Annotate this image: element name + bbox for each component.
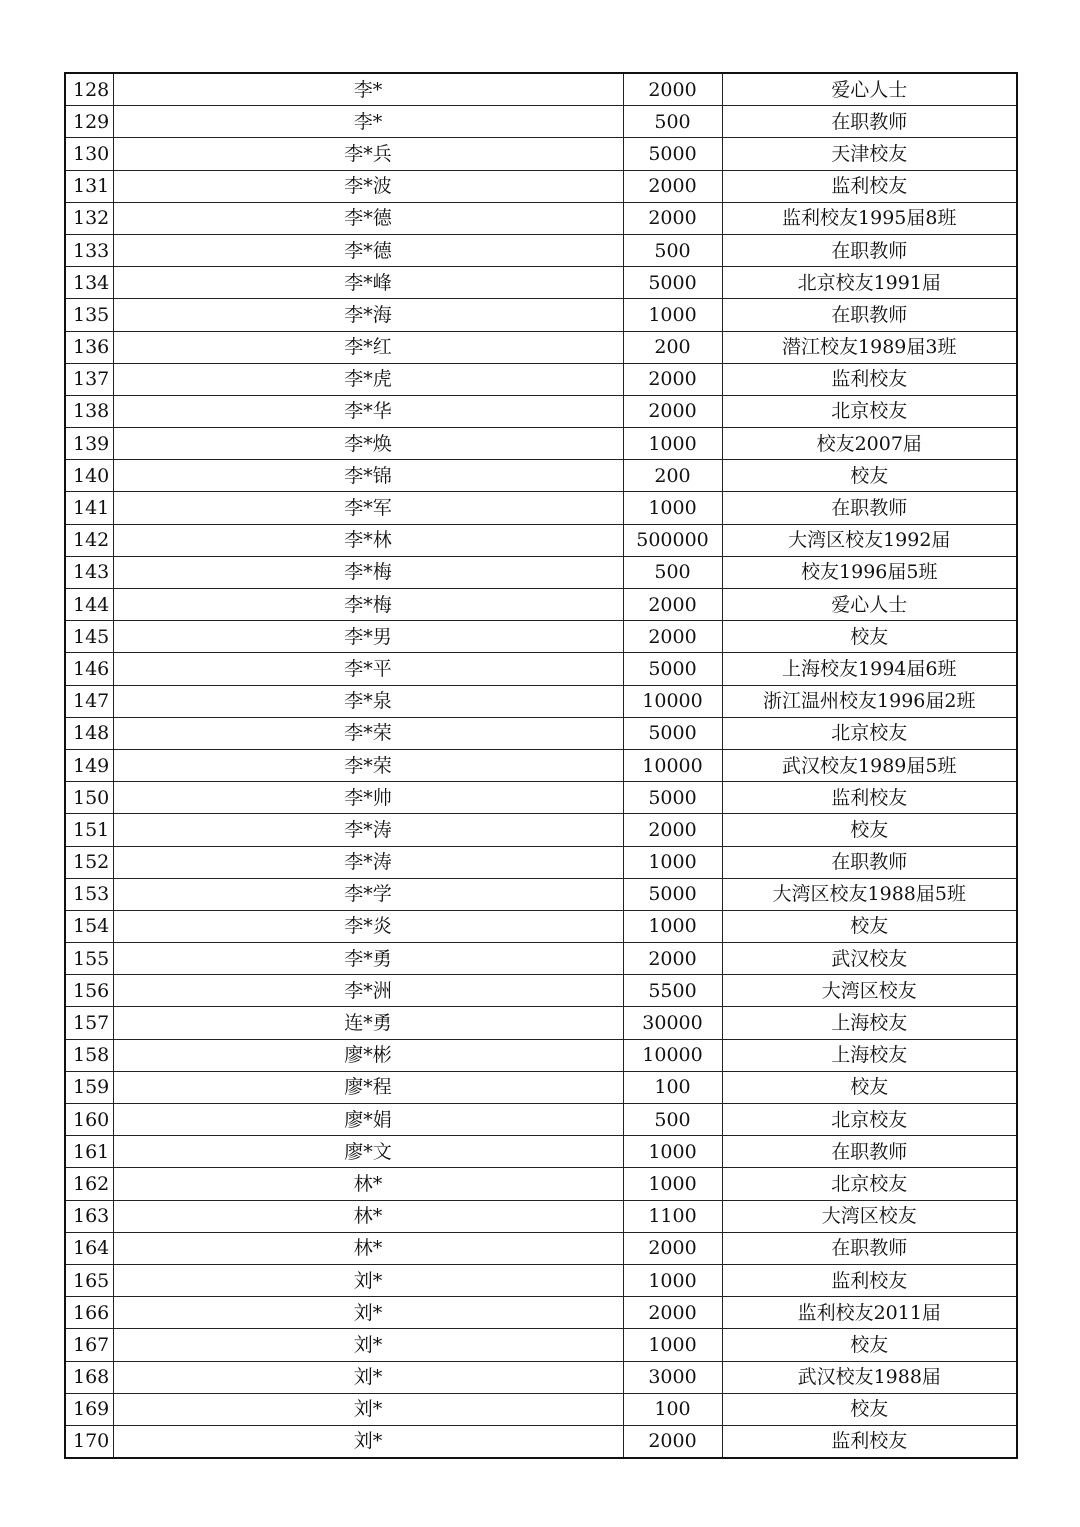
- donation-amount-cell: 1000: [623, 428, 722, 460]
- table-row: [65, 299, 1017, 331]
- donor-note-cell: 在职教师: [722, 106, 1017, 138]
- table-row: [65, 267, 1017, 299]
- donor-note-cell: 大湾区校友1988届5班: [722, 878, 1017, 910]
- table-row: [65, 1264, 1017, 1296]
- donor-note-cell: 监利校友: [722, 1425, 1017, 1458]
- table-row: [65, 170, 1017, 202]
- table-row: [65, 1232, 1017, 1264]
- donation-amount-cell: 5500: [623, 975, 722, 1007]
- donation-amount-cell: 5000: [623, 717, 722, 749]
- donation-amount-cell: 1000: [623, 910, 722, 942]
- donation-amount-cell: 500: [623, 1104, 722, 1136]
- table-row: [65, 975, 1017, 1007]
- row-number-cell: 135: [65, 299, 113, 331]
- donation-amount-cell: 2000: [623, 202, 722, 234]
- donor-note-cell: 在职教师: [722, 299, 1017, 331]
- donor-name-cell: 林*: [113, 1200, 623, 1232]
- donor-name-cell: 李*红: [113, 331, 623, 363]
- donor-note-cell: 监利校友: [722, 363, 1017, 395]
- table-row: [65, 1200, 1017, 1232]
- donor-note-cell: 校友: [722, 1393, 1017, 1425]
- donation-amount-cell: 2000: [623, 73, 722, 106]
- donor-note-cell: 校友: [722, 621, 1017, 653]
- donor-name-cell: 李*涛: [113, 846, 623, 878]
- donation-amount-cell: 5000: [623, 138, 722, 170]
- donor-note-cell: 武汉校友1989届5班: [722, 749, 1017, 781]
- table-row: [65, 814, 1017, 846]
- table-row: [65, 202, 1017, 234]
- table-row: [65, 1007, 1017, 1039]
- donor-name-cell: 李*林: [113, 524, 623, 556]
- donor-name-cell: 李*平: [113, 653, 623, 685]
- donor-name-cell: 李*勇: [113, 943, 623, 975]
- donor-note-cell: 在职教师: [722, 1232, 1017, 1264]
- donor-name-cell: 李*荣: [113, 749, 623, 781]
- donation-amount-cell: 500: [623, 234, 722, 266]
- donation-amount-cell: 30000: [623, 1007, 722, 1039]
- donor-name-cell: 李*峰: [113, 267, 623, 299]
- donor-name-cell: 刘*: [113, 1361, 623, 1393]
- donor-name-cell: 李*荣: [113, 717, 623, 749]
- row-number-cell: 131: [65, 170, 113, 202]
- donor-note-cell: 北京校友: [722, 1168, 1017, 1200]
- row-number-cell: 150: [65, 782, 113, 814]
- donor-note-cell: 监利校友: [722, 1264, 1017, 1296]
- donation-amount-cell: 3000: [623, 1361, 722, 1393]
- donor-note-cell: 大湾区校友: [722, 1200, 1017, 1232]
- donor-note-cell: 校友2007届: [722, 428, 1017, 460]
- table-row: [65, 331, 1017, 363]
- donation-amount-cell: 200: [623, 460, 722, 492]
- table-row: [65, 589, 1017, 621]
- donor-name-cell: 李*男: [113, 621, 623, 653]
- table-row: [65, 73, 1017, 106]
- donor-name-cell: 刘*: [113, 1297, 623, 1329]
- row-number-cell: 160: [65, 1104, 113, 1136]
- donor-note-cell: 北京校友1991届: [722, 267, 1017, 299]
- donor-name-cell: 李*华: [113, 395, 623, 427]
- donor-name-cell: 李*洲: [113, 975, 623, 1007]
- donor-note-cell: 校友1996届5班: [722, 556, 1017, 588]
- row-number-cell: 151: [65, 814, 113, 846]
- row-number-cell: 130: [65, 138, 113, 170]
- table-row: [65, 234, 1017, 266]
- table-row: [65, 363, 1017, 395]
- row-number-cell: 149: [65, 749, 113, 781]
- donor-note-cell: 监利校友: [722, 170, 1017, 202]
- donor-name-cell: 李*泉: [113, 685, 623, 717]
- donor-name-cell: 李*涛: [113, 814, 623, 846]
- donor-name-cell: 李*波: [113, 170, 623, 202]
- row-number-cell: 140: [65, 460, 113, 492]
- donor-name-cell: 刘*: [113, 1264, 623, 1296]
- row-number-cell: 155: [65, 943, 113, 975]
- donor-note-cell: 校友: [722, 1329, 1017, 1361]
- donation-amount-cell: 10000: [623, 749, 722, 781]
- donor-name-cell: 李*德: [113, 202, 623, 234]
- donor-name-cell: 廖*彬: [113, 1039, 623, 1071]
- row-number-cell: 141: [65, 492, 113, 524]
- row-number-cell: 145: [65, 621, 113, 653]
- donation-amount-cell: 1000: [623, 299, 722, 331]
- table-row: [65, 1168, 1017, 1200]
- donor-note-cell: 爱心人士: [722, 73, 1017, 106]
- donor-name-cell: 廖*文: [113, 1136, 623, 1168]
- row-number-cell: 148: [65, 717, 113, 749]
- donor-name-cell: 李*帅: [113, 782, 623, 814]
- donor-note-cell: 爱心人士: [722, 589, 1017, 621]
- donor-note-cell: 潜江校友1989届3班: [722, 331, 1017, 363]
- row-number-cell: 154: [65, 910, 113, 942]
- table-row: [65, 1425, 1017, 1458]
- table-row: [65, 1136, 1017, 1168]
- donor-note-cell: 监利校友1995届8班: [722, 202, 1017, 234]
- donor-note-cell: 北京校友: [722, 717, 1017, 749]
- row-number-cell: 134: [65, 267, 113, 299]
- table-row: [65, 782, 1017, 814]
- donor-note-cell: 监利校友2011届: [722, 1297, 1017, 1329]
- donor-name-cell: 李*海: [113, 299, 623, 331]
- row-number-cell: 163: [65, 1200, 113, 1232]
- donation-amount-cell: 2000: [623, 1297, 722, 1329]
- donor-name-cell: 李*锦: [113, 460, 623, 492]
- table-row: [65, 395, 1017, 427]
- donor-name-cell: 刘*: [113, 1425, 623, 1458]
- table-row: [65, 138, 1017, 170]
- table-row: [65, 460, 1017, 492]
- row-number-cell: 169: [65, 1393, 113, 1425]
- donation-amount-cell: 100: [623, 1393, 722, 1425]
- table-row: [65, 1104, 1017, 1136]
- row-number-cell: 142: [65, 524, 113, 556]
- donor-note-cell: 上海校友1994届6班: [722, 653, 1017, 685]
- donor-note-cell: 在职教师: [722, 1136, 1017, 1168]
- table-row: [65, 749, 1017, 781]
- donor-note-cell: 监利校友: [722, 782, 1017, 814]
- donor-table: [64, 72, 1018, 1459]
- row-number-cell: 146: [65, 653, 113, 685]
- donor-note-cell: 在职教师: [722, 234, 1017, 266]
- row-number-cell: 158: [65, 1039, 113, 1071]
- table-row: [65, 524, 1017, 556]
- donor-note-cell: 上海校友: [722, 1007, 1017, 1039]
- table-row: [65, 492, 1017, 524]
- donor-note-cell: 天津校友: [722, 138, 1017, 170]
- row-number-cell: 136: [65, 331, 113, 363]
- row-number-cell: 129: [65, 106, 113, 138]
- donor-name-cell: 李*虎: [113, 363, 623, 395]
- table-row: [65, 717, 1017, 749]
- donation-amount-cell: 2000: [623, 1425, 722, 1458]
- donor-name-cell: 林*: [113, 1168, 623, 1200]
- row-number-cell: 157: [65, 1007, 113, 1039]
- donor-name-cell: 李*焕: [113, 428, 623, 460]
- table-row: [65, 428, 1017, 460]
- donation-amount-cell: 500000: [623, 524, 722, 556]
- row-number-cell: 162: [65, 1168, 113, 1200]
- row-number-cell: 161: [65, 1136, 113, 1168]
- row-number-cell: 166: [65, 1297, 113, 1329]
- donation-amount-cell: 1000: [623, 1329, 722, 1361]
- donor-note-cell: 北京校友: [722, 1104, 1017, 1136]
- donation-amount-cell: 2000: [623, 621, 722, 653]
- row-number-cell: 167: [65, 1329, 113, 1361]
- donation-amount-cell: 100: [623, 1071, 722, 1103]
- donor-name-cell: 廖*程: [113, 1071, 623, 1103]
- table-row: [65, 556, 1017, 588]
- donor-note-cell: 在职教师: [722, 846, 1017, 878]
- donation-amount-cell: 2000: [623, 363, 722, 395]
- row-number-cell: 147: [65, 685, 113, 717]
- donor-note-cell: 大湾区校友1992届: [722, 524, 1017, 556]
- donor-name-cell: 连*勇: [113, 1007, 623, 1039]
- donor-name-cell: 林*: [113, 1232, 623, 1264]
- row-number-cell: 159: [65, 1071, 113, 1103]
- row-number-cell: 139: [65, 428, 113, 460]
- row-number-cell: 133: [65, 234, 113, 266]
- donor-name-cell: 李*德: [113, 234, 623, 266]
- donation-amount-cell: 10000: [623, 1039, 722, 1071]
- table-row: [65, 1361, 1017, 1393]
- donor-note-cell: 校友: [722, 814, 1017, 846]
- donation-amount-cell: 2000: [623, 943, 722, 975]
- donor-note-cell: 在职教师: [722, 492, 1017, 524]
- donation-amount-cell: 5000: [623, 653, 722, 685]
- row-number-cell: 168: [65, 1361, 113, 1393]
- row-number-cell: 165: [65, 1264, 113, 1296]
- donor-name-cell: 刘*: [113, 1393, 623, 1425]
- donor-note-cell: 大湾区校友: [722, 975, 1017, 1007]
- donor-note-cell: 武汉校友: [722, 943, 1017, 975]
- table-row: [65, 878, 1017, 910]
- row-number-cell: 137: [65, 363, 113, 395]
- row-number-cell: 156: [65, 975, 113, 1007]
- table-row: [65, 685, 1017, 717]
- donation-amount-cell: 2000: [623, 170, 722, 202]
- donation-amount-cell: 2000: [623, 589, 722, 621]
- donor-name-cell: 李*梅: [113, 556, 623, 588]
- donation-amount-cell: 500: [623, 106, 722, 138]
- donation-amount-cell: 1000: [623, 1168, 722, 1200]
- donation-amount-cell: 1000: [623, 1136, 722, 1168]
- donation-amount-cell: 5000: [623, 782, 722, 814]
- donor-name-cell: 李*炎: [113, 910, 623, 942]
- donor-name-cell: 李*军: [113, 492, 623, 524]
- table-row: [65, 1071, 1017, 1103]
- donation-amount-cell: 1000: [623, 1264, 722, 1296]
- table-row: [65, 910, 1017, 942]
- donor-name-cell: 李*学: [113, 878, 623, 910]
- donation-amount-cell: 2000: [623, 1232, 722, 1264]
- donor-note-cell: 浙江温州校友1996届2班: [722, 685, 1017, 717]
- donor-name-cell: 李*梅: [113, 589, 623, 621]
- donation-amount-cell: 5000: [623, 878, 722, 910]
- donor-note-cell: 校友: [722, 910, 1017, 942]
- donor-note-cell: 校友: [722, 1071, 1017, 1103]
- donor-note-cell: 北京校友: [722, 395, 1017, 427]
- donor-name-cell: 廖*娟: [113, 1104, 623, 1136]
- donor-name-cell: 李*: [113, 73, 623, 106]
- table-row: [65, 846, 1017, 878]
- row-number-cell: 164: [65, 1232, 113, 1264]
- table-row: [65, 943, 1017, 975]
- donation-amount-cell: 2000: [623, 395, 722, 427]
- donation-amount-cell: 500: [623, 556, 722, 588]
- row-number-cell: 132: [65, 202, 113, 234]
- table-row: [65, 1297, 1017, 1329]
- row-number-cell: 128: [65, 73, 113, 106]
- donation-amount-cell: 200: [623, 331, 722, 363]
- table-row: [65, 1329, 1017, 1361]
- donation-amount-cell: 10000: [623, 685, 722, 717]
- donor-name-cell: 李*兵: [113, 138, 623, 170]
- donor-name-cell: 刘*: [113, 1329, 623, 1361]
- donation-amount-cell: 1100: [623, 1200, 722, 1232]
- table-row: [65, 1039, 1017, 1071]
- donation-amount-cell: 1000: [623, 846, 722, 878]
- table-row: [65, 1393, 1017, 1425]
- table-row: [65, 621, 1017, 653]
- donation-amount-cell: 5000: [623, 267, 722, 299]
- table-row: [65, 653, 1017, 685]
- table-row: [65, 106, 1017, 138]
- row-number-cell: 143: [65, 556, 113, 588]
- donation-amount-cell: 1000: [623, 492, 722, 524]
- row-number-cell: 170: [65, 1425, 113, 1458]
- donor-note-cell: 武汉校友1988届: [722, 1361, 1017, 1393]
- donor-note-cell: 上海校友: [722, 1039, 1017, 1071]
- donor-name-cell: 李*: [113, 106, 623, 138]
- donor-note-cell: 校友: [722, 460, 1017, 492]
- donor-table-body: [65, 73, 1017, 1458]
- row-number-cell: 138: [65, 395, 113, 427]
- row-number-cell: 153: [65, 878, 113, 910]
- donation-amount-cell: 2000: [623, 814, 722, 846]
- row-number-cell: 152: [65, 846, 113, 878]
- row-number-cell: 144: [65, 589, 113, 621]
